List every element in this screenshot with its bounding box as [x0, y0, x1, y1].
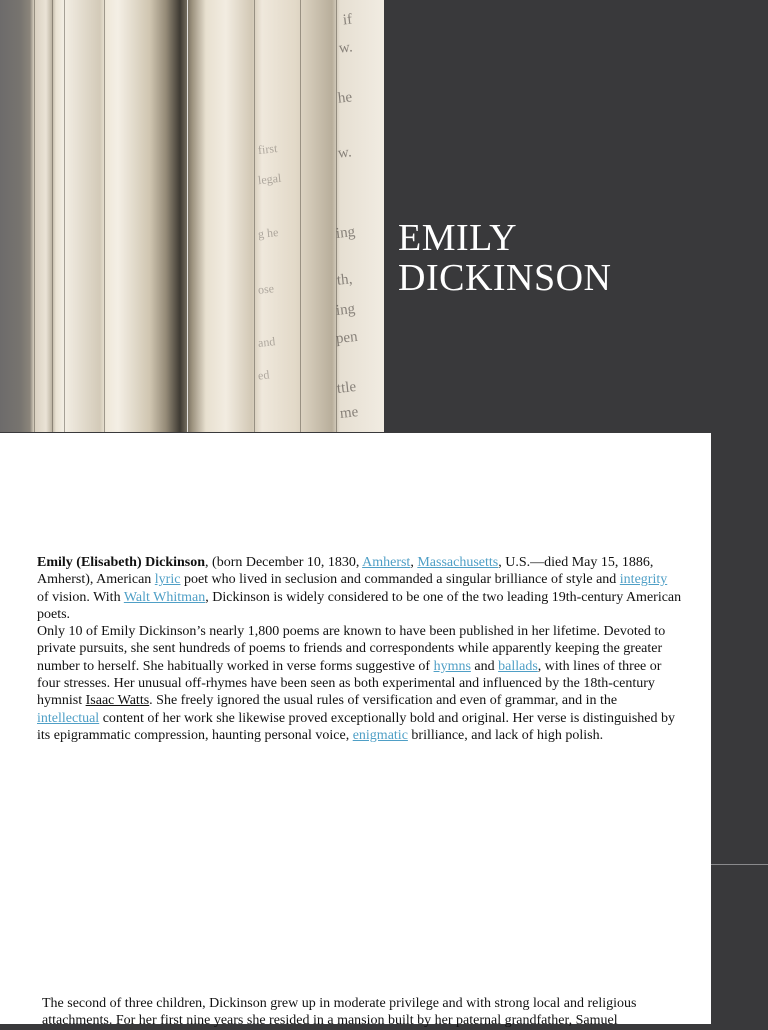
page-edge [104, 0, 105, 432]
title-line-1: EMILY [398, 217, 518, 259]
link-massachusetts[interactable]: Massachusetts [417, 555, 499, 570]
side-divider [711, 864, 768, 865]
article-body [37, 554, 682, 744]
link-intellectual[interactable]: intellectual [37, 710, 100, 726]
page-glyph: ing [335, 224, 356, 242]
intro-paragraph [37, 554, 682, 623]
text-run: , U.S.—died May 15, 1886, Amherst), American [37, 555, 654, 588]
link-ballads[interactable]: ballads [498, 658, 538, 674]
link-amherst[interactable]: Amherst [362, 555, 411, 570]
page-edge [64, 0, 65, 432]
page-glyph: w. [338, 39, 354, 57]
page-glyph: first [257, 141, 278, 157]
page-edge [254, 0, 255, 432]
page-glyph: if [342, 11, 353, 29]
second-paragraph [37, 623, 682, 744]
title-line-2: DICKINSON [398, 257, 612, 299]
text-run: poet who lived in seclusion and commanded a singular brilliance of style and [180, 572, 620, 588]
link-hymns[interactable]: hymns [433, 658, 471, 674]
text-run: , with lines of three or four stresses. Her unusual off-rhymes have been seen as both experimental and influenced by the 18th-century hymnist [37, 658, 662, 709]
text-run: brilliance, and lack of high polish. [407, 727, 604, 743]
page-glyph: legal [257, 170, 282, 188]
page-glyph: w. [337, 144, 353, 162]
page-glyph: ing [335, 301, 356, 319]
page-title [398, 218, 738, 298]
page-edge [187, 0, 188, 432]
third-paragraph: The second of three children, Dickinson grew up in moderate privilege and with strong local and religious attachments. For her first nine years she resided in a mansion built by her paternal grandfather, Samuel [42, 996, 637, 1029]
link-lyric[interactable]: lyric [154, 572, 181, 588]
text-run: Only 10 of Emily Dickinson’s nearly 1,800 poems are known to have been published in her lifetime. Devoted to private pursuits, she sent hundreds of poems to friends and correspondents while apparently keeping the greater number to herself. She habitually worked in verse forms suggestive of [37, 624, 666, 674]
text-run: , Dickinson is widely considered to be one of the two leading 19th-century American poets. [37, 589, 682, 622]
page-glyph: me [339, 404, 360, 422]
link-isaac-watts[interactable]: Isaac Watts [85, 693, 150, 709]
page-glyph: g he [257, 224, 279, 242]
hero-book-photo [0, 0, 384, 432]
text-run: of vision. With [37, 589, 124, 605]
text-run: content of her work she likewise proved exceptionally bold and original. Her verse is distinguished by its epigrammatic compression, haunting personal voice, [37, 710, 676, 743]
link-walt-whitman[interactable]: Walt Whitman [123, 589, 206, 605]
subject-name: Emily (Elisabeth) Dickinson [37, 555, 206, 570]
link-enigmatic[interactable]: enigmatic [352, 727, 408, 743]
page-glyph: ose [257, 281, 275, 297]
page-glyph: ttle [336, 379, 357, 397]
text-run: and [470, 658, 499, 674]
page-glyph: and [257, 334, 276, 350]
page-edge [34, 0, 35, 432]
link-integrity[interactable]: integrity [619, 572, 668, 588]
page-edge [52, 0, 53, 432]
page-edge [336, 0, 337, 432]
page-edge [300, 0, 301, 432]
text-run: , (born December 10, 1830, [205, 555, 363, 570]
text-run: , [410, 555, 418, 570]
page-glyph: ed [257, 367, 270, 383]
text-run: . She freely ignored the usual rules of versification and even of grammar, and in the [149, 693, 618, 709]
page-glyph: he [337, 89, 353, 107]
page-glyph: th, [336, 271, 354, 289]
page-glyph: pen [335, 328, 359, 348]
